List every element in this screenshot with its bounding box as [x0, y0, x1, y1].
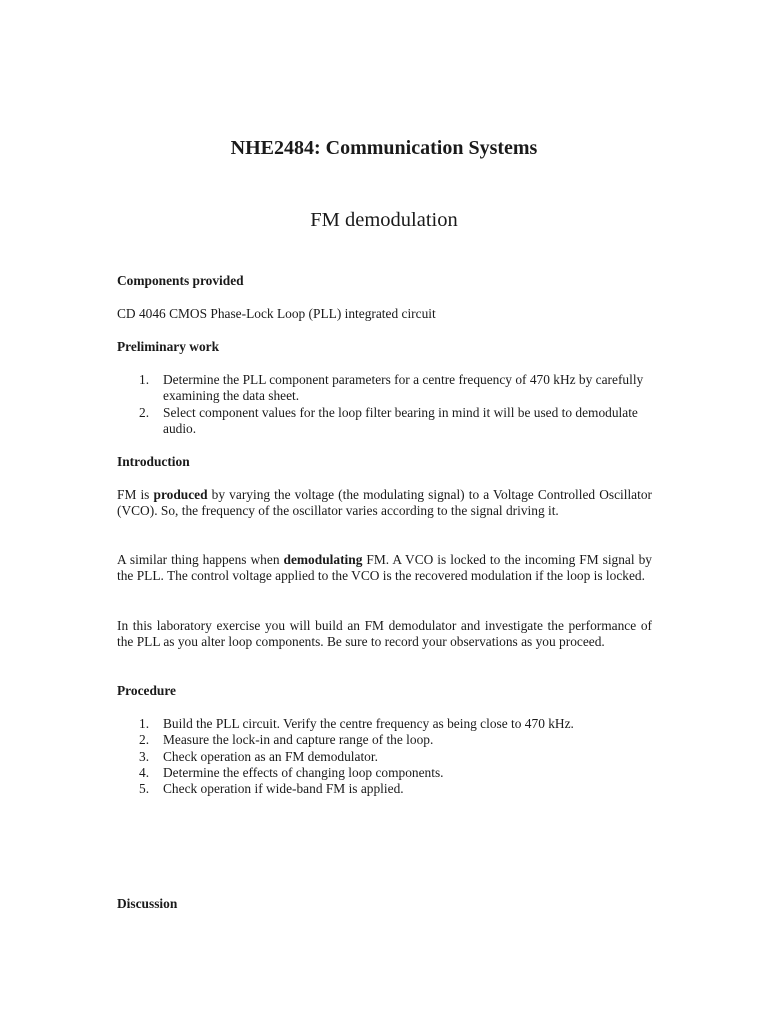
list-item-text: Determine the effects of changing loop components. [163, 764, 444, 780]
list-item-number: 2. [139, 732, 150, 748]
components-heading: Components provided [117, 273, 244, 288]
intro-p2-text-a: A similar thing happens when [117, 552, 284, 567]
list-item-text: Measure the lock-in and capture range of the loop. [163, 732, 434, 748]
list-item-text: Check operation as an FM demodulator. [163, 748, 378, 764]
document-title: NHE2484: Communication Systems [230, 137, 538, 159]
list-item-text: Determine the PLL component parameters for a centre frequency of 470 kHz by carefully examining the data sheet. [163, 372, 644, 404]
list-item [117, 749, 652, 765]
list-item-number: 1. [139, 372, 150, 387]
procedure-list [117, 716, 652, 797]
intro-p1-text-c: by varying the voltage (the modulating signal) to a Voltage Controlled Oscillator (VCO). So, the frequency of the oscillator varies according to the signal driving it. [117, 487, 653, 519]
procedure-heading: Procedure [117, 683, 177, 698]
intro-p2-text-c: FM. A VCO is locked to the incoming FM signal by the PLL. The control voltage applied to the VCO is the recovered modulation if the loop is locked. [117, 552, 652, 584]
list-item-number: 5. [139, 781, 150, 797]
introduction-paragraph-2 [117, 552, 652, 585]
list-item-text: Check operation if wide-band FM is applied. [163, 781, 404, 797]
introduction-paragraph-1 [117, 487, 652, 520]
list-item [117, 405, 652, 438]
intro-p1-emphasis: produced [153, 487, 208, 502]
list-item-text: Select component values for the loop filter bearing in mind it will be used to demodulate audio. [163, 404, 638, 436]
list-item [117, 781, 652, 797]
intro-p1-text-a: FM is [117, 487, 154, 502]
list-item-text: Build the PLL circuit. Verify the centre frequency as being close to 470 kHz. [163, 716, 574, 731]
list-item-number: 1. [139, 716, 150, 731]
preliminary-heading: Preliminary work [117, 339, 220, 354]
introduction-paragraph-3: In this laboratory exercise you will build an FM demodulator and investigate the performance of the PLL as you alter loop components. Be sure to record your observations as you proceed. [117, 618, 652, 650]
list-item [117, 765, 652, 781]
list-item-number: 4. [139, 764, 150, 780]
list-item [117, 732, 652, 748]
list-item [117, 716, 652, 732]
list-item [117, 372, 652, 405]
intro-p2-emphasis: demodulating [283, 552, 363, 567]
preliminary-list [117, 372, 652, 437]
list-item-number: 3. [139, 748, 150, 764]
document-subtitle: FM demodulation [310, 209, 458, 231]
components-text: CD 4046 CMOS Phase-Lock Loop (PLL) integrated circuit [117, 306, 436, 321]
list-item-number: 2. [139, 404, 150, 420]
discussion-heading: Discussion [117, 896, 178, 911]
introduction-heading: Introduction [117, 454, 190, 469]
